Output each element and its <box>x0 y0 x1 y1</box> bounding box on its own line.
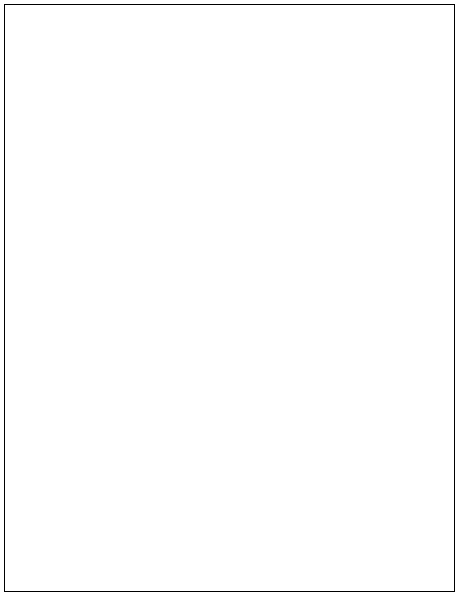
notice-body <box>17 15 452 527</box>
notice-signature <box>17 533 452 551</box>
notice-frame <box>4 4 455 592</box>
reference-number <box>17 557 452 575</box>
